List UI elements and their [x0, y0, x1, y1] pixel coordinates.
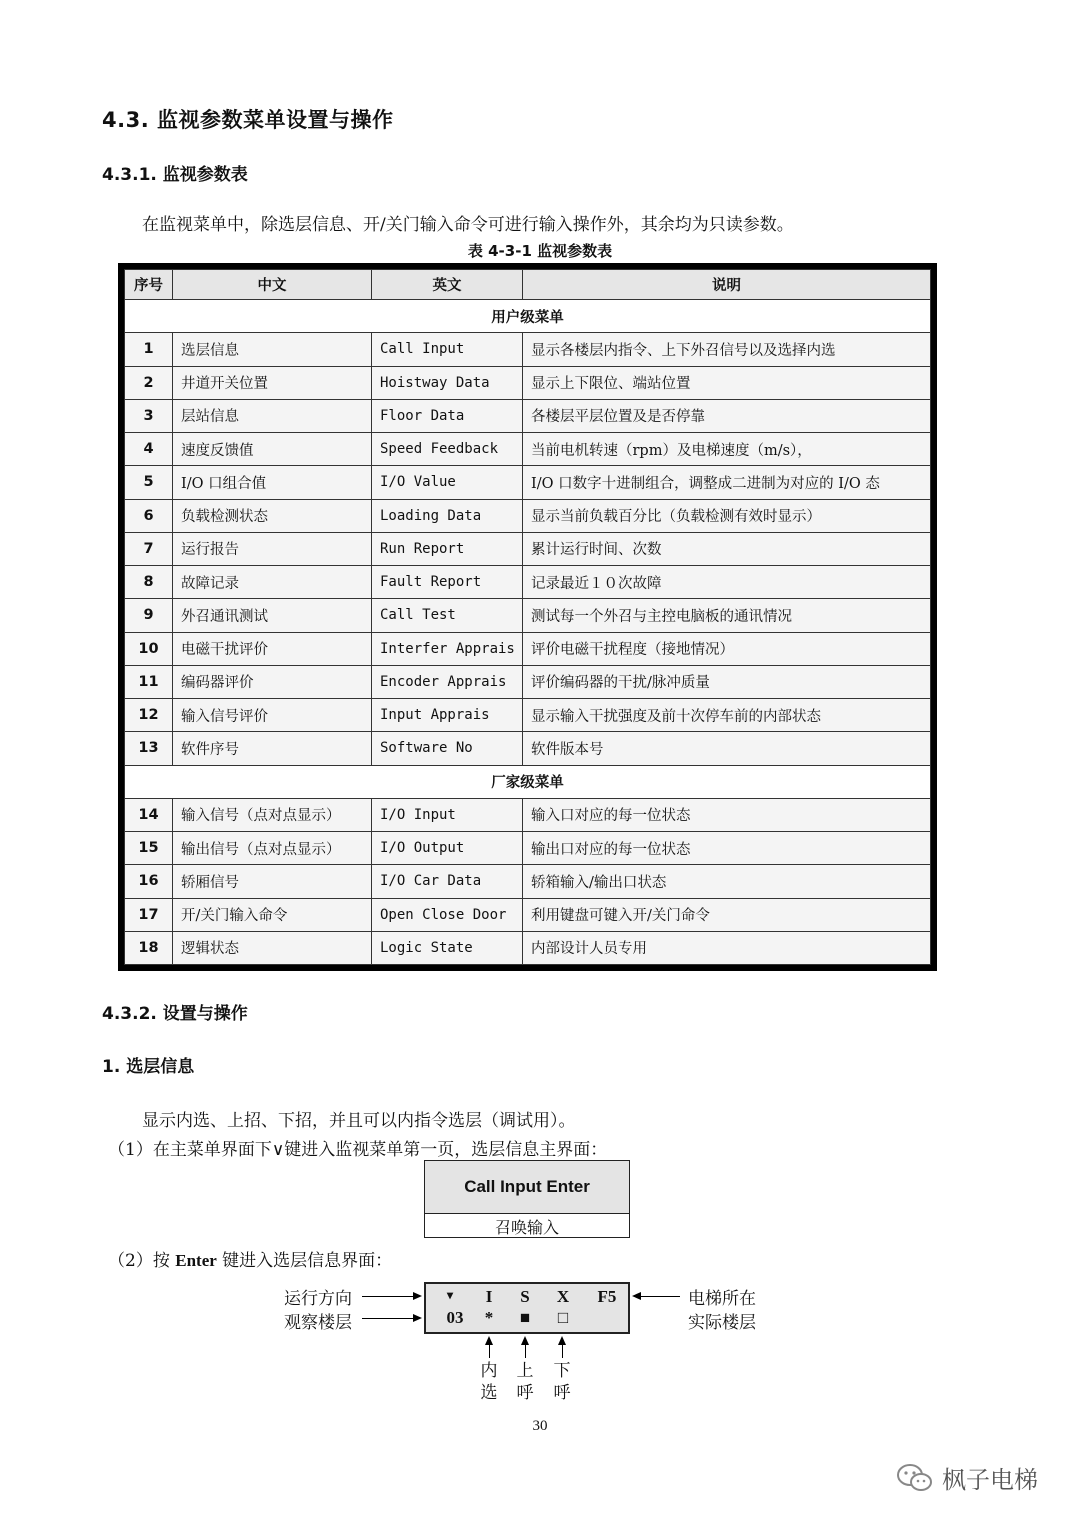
row-description: 显示各楼层内指令、上下外召信号以及选择内选	[523, 333, 931, 366]
row-chinese: 逻辑状态	[173, 931, 372, 964]
table-row	[125, 532, 931, 565]
table-row	[125, 798, 931, 831]
row-number: 4	[125, 433, 173, 466]
header-no: 序号	[125, 270, 173, 300]
table-row	[125, 566, 931, 599]
arrow-down	[562, 1344, 563, 1358]
row-number: 9	[125, 599, 173, 632]
row-english: Call Input	[372, 333, 523, 366]
row-english: I/O Car Data	[372, 865, 523, 898]
label-actual-floor-2: 实际楼层	[688, 1313, 756, 1333]
lcd-col-inner: I	[485, 1287, 493, 1306]
row-description: 软件版本号	[523, 732, 931, 765]
row-english: Run Report	[372, 532, 523, 565]
table-caption: 表 4-3-1 监视参数表	[467, 242, 613, 260]
arrowhead-observed-floor	[413, 1314, 422, 1322]
row-description: 测试每一个外召与主控电脑板的通讯情况	[523, 599, 931, 632]
table-row	[125, 599, 931, 632]
wechat-icon	[896, 1462, 934, 1494]
row-english: I/O Input	[372, 798, 523, 831]
row-description: 输出口对应的每一位状态	[523, 832, 931, 865]
label-down-2: 呼	[553, 1383, 571, 1403]
row-english: Encoder Apprais	[372, 665, 523, 698]
row-number: 7	[125, 532, 173, 565]
watermark-text: 枫子电梯	[942, 1466, 1038, 1494]
row-number: 13	[125, 732, 173, 765]
row-number: 12	[125, 699, 173, 732]
row-english: Interfer Apprais	[372, 632, 523, 665]
table-row	[125, 399, 931, 432]
row-description: 显示上下限位、端站位置	[523, 366, 931, 399]
row-description: 显示当前负载百分比（负载检测有效时显示）	[523, 499, 931, 532]
label-down-1: 下	[553, 1361, 571, 1381]
table-row	[125, 898, 931, 931]
label-inner-1: 内	[480, 1361, 498, 1381]
table-header-row	[125, 270, 931, 300]
section-title: 4.3. 监视参数菜单设置与操作	[102, 108, 394, 132]
lcd-main-line1: Call Input Enter	[425, 1161, 629, 1214]
item-description: 显示内选、上招、下招，并且可以内指令选层（调试用）。	[142, 1111, 576, 1131]
header-english: 英文	[372, 270, 523, 300]
section-factory-menu	[125, 765, 931, 798]
arrow-actual-floor	[640, 1296, 680, 1297]
table-row	[125, 466, 931, 499]
row-description: I/O 口数字十进制组合，调整成二进制为对应的 I/O 态	[523, 466, 931, 499]
row-chinese: 选层信息	[173, 333, 372, 366]
table-row	[125, 632, 931, 665]
header-description: 说明	[523, 270, 931, 300]
direction-indicator-icon: ▾	[446, 1288, 454, 1302]
watermark	[896, 1460, 1038, 1495]
page-number: 30	[532, 1418, 548, 1434]
section-factory-menu-label: 厂家级菜单	[125, 765, 931, 798]
item-title-call-input: 1. 选层信息	[102, 1057, 195, 1077]
row-english: Loading Data	[372, 499, 523, 532]
monitor-parameter-table	[118, 263, 937, 971]
step-2-text	[108, 1246, 392, 1271]
row-chinese: 井道开关位置	[173, 366, 372, 399]
row-number: 6	[125, 499, 173, 532]
label-up-2: 呼	[516, 1383, 534, 1403]
row-chinese: 故障记录	[173, 566, 372, 599]
arrow-observed-floor	[362, 1318, 414, 1319]
section-user-menu-label: 用户级菜单	[125, 300, 931, 333]
table-row	[125, 433, 931, 466]
row-description: 评价编码器的干扰/脉冲质量	[523, 665, 931, 698]
inner-call-mark: *	[484, 1308, 494, 1327]
arrowhead-run-direction	[413, 1292, 422, 1300]
step-2-prefix: （2）按	[108, 1251, 176, 1271]
row-description: 记录最近１０次故障	[523, 566, 931, 599]
row-description: 各楼层平层位置及是否停靠	[523, 399, 931, 432]
row-number: 15	[125, 832, 173, 865]
row-english: Software No	[372, 732, 523, 765]
label-inner-2: 选	[480, 1383, 498, 1403]
row-number: 2	[125, 366, 173, 399]
row-english: Hoistway Data	[372, 366, 523, 399]
row-chinese: 速度反馈值	[173, 433, 372, 466]
lcd-actual-floor: F5	[597, 1287, 617, 1306]
row-chinese: I/O 口组合值	[173, 466, 372, 499]
row-number: 18	[125, 931, 173, 964]
row-description: 显示输入干扰强度及前十次停车前的内部状态	[523, 699, 931, 732]
table-row	[125, 732, 931, 765]
row-number: 3	[125, 399, 173, 432]
row-description: 评价电磁干扰程度（接地情况）	[523, 632, 931, 665]
row-number: 16	[125, 865, 173, 898]
row-english: Call Test	[372, 599, 523, 632]
row-chinese: 输入信号评价	[173, 699, 372, 732]
row-number: 10	[125, 632, 173, 665]
intro-paragraph: 在监视菜单中，除选层信息、开/关门输入命令可进行输入操作外，其余均为只读参数。	[142, 215, 794, 235]
row-english: Speed Feedback	[372, 433, 523, 466]
row-english: I/O Value	[372, 466, 523, 499]
row-chinese: 输出信号（点对点显示）	[173, 832, 372, 865]
row-english: Input Apprais	[372, 699, 523, 732]
row-chinese: 层站信息	[173, 399, 372, 432]
table-row	[125, 931, 931, 964]
row-english: Fault Report	[372, 566, 523, 599]
row-english: Open Close Door	[372, 898, 523, 931]
row-chinese: 外召通讯测试	[173, 599, 372, 632]
lcd-col-up: S	[520, 1287, 530, 1306]
row-chinese: 运行报告	[173, 532, 372, 565]
table-row	[125, 366, 931, 399]
row-chinese: 轿厢信号	[173, 865, 372, 898]
row-number: 14	[125, 798, 173, 831]
row-number: 5	[125, 466, 173, 499]
row-chinese: 开/关门输入命令	[173, 898, 372, 931]
subsection-title-table: 4.3.1. 监视参数表	[102, 165, 248, 185]
row-description: 累计运行时间、次数	[523, 532, 931, 565]
lcd-col-down: X	[556, 1287, 570, 1306]
table-row	[125, 333, 931, 366]
lcd-main-screen	[424, 1160, 630, 1238]
lcd-observed-floor: 03	[446, 1308, 464, 1327]
up-call-filled-square-icon: ■	[519, 1308, 531, 1327]
label-actual-floor-1: 电梯所在	[688, 1289, 756, 1309]
lcd-main-line2: 召唤输入	[494, 1217, 559, 1237]
row-chinese: 负载检测状态	[173, 499, 372, 532]
row-number: 8	[125, 566, 173, 599]
subsection-title-setup: 4.3.2. 设置与操作	[102, 1004, 248, 1024]
step-1-text: （1）在主菜单界面下∨键进入监视菜单第一页，选层信息主界面：	[108, 1140, 608, 1160]
table-row	[125, 499, 931, 532]
table-row	[125, 699, 931, 732]
arrow-up	[525, 1344, 526, 1358]
row-chinese: 编码器评价	[173, 665, 372, 698]
row-english: Logic State	[372, 931, 523, 964]
row-number: 17	[125, 898, 173, 931]
row-description: 输入口对应的每一位状态	[523, 798, 931, 831]
label-run-direction: 运行方向	[284, 1289, 352, 1309]
row-description: 当前电机转速（rpm）及电梯速度（m/s），	[523, 433, 931, 466]
table-row	[125, 865, 931, 898]
row-number: 11	[125, 665, 173, 698]
arrow-run-direction	[362, 1296, 414, 1297]
down-call-empty-square-icon: □	[557, 1308, 569, 1327]
row-description: 利用键盘可键入开/关门命令	[523, 898, 931, 931]
table-row	[125, 665, 931, 698]
section-user-menu	[125, 300, 931, 333]
row-chinese: 软件序号	[173, 732, 372, 765]
lcd-call-input-screen	[424, 1282, 630, 1334]
enter-key-label: Enter	[175, 1251, 217, 1270]
row-description: 轿箱输入/输出口状态	[523, 865, 931, 898]
label-up-1: 上	[516, 1361, 534, 1381]
table-row	[125, 832, 931, 865]
step-2-suffix: 键进入选层信息界面：	[216, 1251, 393, 1271]
row-description: 内部设计人员专用	[523, 931, 931, 964]
row-english: Floor Data	[372, 399, 523, 432]
row-chinese: 输入信号（点对点显示）	[173, 798, 372, 831]
header-chinese: 中文	[173, 270, 372, 300]
row-number: 1	[125, 333, 173, 366]
arrow-inner	[489, 1344, 490, 1358]
row-english: I/O Output	[372, 832, 523, 865]
label-observed-floor: 观察楼层	[284, 1313, 352, 1333]
row-chinese: 电磁干扰评价	[173, 632, 372, 665]
